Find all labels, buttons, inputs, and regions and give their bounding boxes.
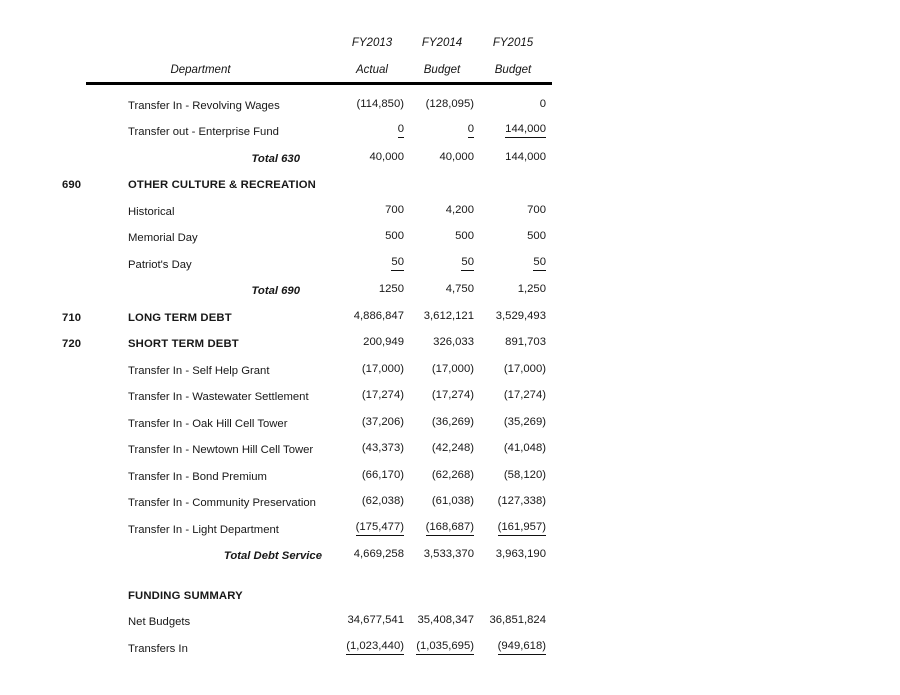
section-heading-label: FUNDING SUMMARY: [128, 589, 243, 602]
table-row: [52, 85, 552, 112]
cell-fy2014: [410, 85, 480, 112]
budget-table: [52, 22, 552, 655]
cell-fy2013: [340, 483, 410, 510]
cell-value: (62,038): [361, 495, 404, 508]
header-rule: [52, 76, 552, 85]
column-header-fy2014-year: FY2014: [421, 37, 463, 49]
header-code-spacer-2: [52, 49, 85, 76]
cell-value: 3,529,493: [495, 309, 546, 322]
cell-value: 50: [533, 257, 546, 271]
cell-fy2014: [410, 509, 480, 536]
cell-fy2015: [480, 536, 552, 563]
cell-fy2013: [340, 165, 410, 192]
column-header-fy2013-year: FY2013: [351, 37, 393, 49]
cell-value: 200,949: [363, 336, 404, 349]
table-row: [52, 403, 552, 430]
row-code: [52, 456, 85, 483]
cell-fy2015: [480, 602, 552, 629]
cell-value: 500: [385, 230, 404, 243]
cell-fy2013: [340, 602, 410, 629]
column-header-fy2014-basis: Budget: [423, 64, 461, 76]
cell-value: (128,095): [425, 97, 474, 110]
cell-fy2014: [410, 297, 480, 324]
cell-value: (161,957): [498, 522, 546, 536]
row-code: [52, 509, 85, 536]
table-row: [52, 350, 552, 377]
cell-fy2014: [410, 218, 480, 245]
cell-value: (1,035,695): [416, 641, 474, 655]
cell-value: 700: [527, 203, 546, 216]
cell-value: 40,000: [369, 150, 404, 163]
row-code: [52, 191, 85, 218]
row-code: [52, 536, 85, 563]
cell-value: (127,338): [497, 495, 546, 508]
cell-value: 0: [539, 97, 546, 110]
table-row: [52, 575, 552, 602]
cell-value: 326,033: [433, 336, 474, 349]
cell-value: (62,268): [431, 468, 474, 481]
row-label: Patriot's Day: [128, 258, 192, 271]
cell-value: (17,000): [361, 362, 404, 375]
cell-fy2014: [410, 191, 480, 218]
table-row: [52, 628, 552, 655]
row-code: 710: [62, 311, 82, 324]
cell-value: 40,000: [439, 150, 474, 163]
row-label: Transfer out - Enterprise Fund: [128, 126, 279, 138]
table-row: [52, 191, 552, 218]
section-heading-label: LONG TERM DEBT: [128, 311, 232, 324]
cell-fy2014: [410, 112, 480, 139]
row-code: 720: [62, 338, 82, 350]
cell-fy2013: [340, 430, 410, 457]
row-label: Transfer In - Community Preservation: [128, 497, 316, 509]
cell-fy2015: [480, 509, 552, 536]
cell-fy2015: [480, 191, 552, 218]
cell-fy2015: [480, 271, 552, 298]
cell-value: (36,269): [431, 415, 474, 428]
row-label: Historical: [128, 205, 175, 218]
cell-fy2015: [480, 628, 552, 655]
table-row: [52, 377, 552, 404]
row-label: Transfer In - Light Department: [128, 523, 279, 536]
row-code: [52, 85, 85, 112]
cell-fy2013: [340, 403, 410, 430]
cell-fy2013: [340, 244, 410, 271]
row-code: [52, 244, 85, 271]
cell-fy2013: [340, 191, 410, 218]
row-label: Transfer In - Oak Hill Cell Tower: [128, 417, 288, 430]
section-heading-label: OTHER CULTURE & RECREATION: [128, 179, 316, 191]
spacer-cell: [52, 562, 552, 575]
cell-fy2013: [340, 218, 410, 245]
cell-fy2014: [410, 430, 480, 457]
cell-value: 500: [527, 230, 546, 243]
table-row: [52, 324, 552, 351]
cell-value: 144,000: [505, 150, 546, 163]
cell-value: (17,274): [361, 389, 404, 402]
cell-fy2015: [480, 350, 552, 377]
table-row: [52, 112, 552, 139]
cell-value: 34,677,541: [347, 614, 404, 627]
cell-value: (114,850): [356, 97, 404, 110]
table-row: [52, 165, 552, 192]
header-department-spacer: [85, 22, 340, 49]
cell-fy2014: [410, 536, 480, 563]
cell-value: 50: [391, 257, 404, 271]
subtotal-label: Total Debt Service: [223, 550, 322, 562]
row-label: Transfers In: [128, 642, 188, 655]
cell-fy2015: [480, 324, 552, 351]
cell-value: 4,669,258: [353, 548, 404, 561]
cell-fy2015: [480, 456, 552, 483]
cell-fy2014: [410, 628, 480, 655]
cell-fy2013: [340, 575, 410, 602]
table-row: [52, 244, 552, 271]
table-row: [52, 138, 552, 165]
cell-fy2014: [410, 138, 480, 165]
cell-fy2013: [340, 85, 410, 112]
row-label: Transfer In - Self Help Grant: [128, 364, 270, 377]
cell-fy2014: [410, 244, 480, 271]
cell-fy2013: [340, 350, 410, 377]
cell-value: (43,373): [361, 442, 404, 455]
cell-fy2015: [480, 244, 552, 271]
table-row: [52, 483, 552, 510]
cell-fy2015: [480, 218, 552, 245]
table-row: [52, 509, 552, 536]
cell-fy2014: [410, 350, 480, 377]
row-code: [52, 138, 85, 165]
cell-fy2014: [410, 271, 480, 298]
cell-value: 0: [398, 124, 404, 138]
cell-value: (168,687): [426, 522, 474, 536]
cell-fy2013: [340, 324, 410, 351]
cell-fy2014: [410, 403, 480, 430]
row-code: [52, 602, 85, 629]
cell-fy2015: [480, 430, 552, 457]
cell-fy2015: [480, 165, 552, 192]
table-row: [52, 297, 552, 324]
cell-value: (42,248): [431, 442, 474, 455]
table-spacer-row: [52, 562, 552, 575]
cell-value: 1,250: [517, 283, 546, 296]
cell-value: (17,000): [431, 362, 474, 375]
table-row: [52, 456, 552, 483]
cell-fy2013: [340, 112, 410, 139]
cell-fy2015: [480, 483, 552, 510]
subtotal-label: Total 690: [251, 285, 300, 297]
row-label: Memorial Day: [128, 232, 198, 244]
cell-fy2014: [410, 377, 480, 404]
header-code-spacer: [52, 22, 85, 49]
cell-fy2013: [340, 271, 410, 298]
row-label: Net Budgets: [128, 616, 191, 628]
header-rule-cell: [52, 76, 552, 85]
cell-fy2015: [480, 85, 552, 112]
cell-value: 4,750: [445, 283, 474, 296]
row-code: [52, 403, 85, 430]
cell-value: 4,200: [445, 203, 474, 216]
cell-value: (17,274): [431, 389, 474, 402]
cell-value: (61,038): [431, 495, 474, 508]
cell-value: (1,023,440): [346, 641, 404, 655]
cell-fy2013: [340, 138, 410, 165]
section-heading-label: SHORT TERM DEBT: [128, 338, 239, 350]
row-code: [52, 483, 85, 510]
cell-fy2014: [410, 324, 480, 351]
cell-value: (949,618): [498, 641, 546, 655]
table-row: [52, 430, 552, 457]
row-code: [52, 430, 85, 457]
cell-fy2015: [480, 377, 552, 404]
cell-fy2015: [480, 112, 552, 139]
cell-fy2014: [410, 483, 480, 510]
row-code: [52, 377, 85, 404]
cell-fy2013: [340, 509, 410, 536]
table-body: [52, 85, 552, 655]
cell-value: (37,206): [361, 415, 404, 428]
cell-value: 3,533,370: [423, 548, 474, 561]
cell-fy2015: [480, 575, 552, 602]
cell-value: (35,269): [503, 415, 546, 428]
cell-value: 500: [455, 230, 474, 243]
cell-fy2013: [340, 456, 410, 483]
cell-fy2014: [410, 575, 480, 602]
subtotal-label: Total 630: [251, 152, 300, 165]
column-header-department: Department: [170, 64, 231, 76]
cell-fy2014: [410, 456, 480, 483]
cell-value: (41,048): [503, 442, 546, 455]
cell-value: (17,000): [503, 362, 546, 375]
cell-fy2013: [340, 628, 410, 655]
table-row: [52, 602, 552, 629]
table-row: [52, 536, 552, 563]
cell-value: (17,274): [503, 389, 546, 402]
cell-fy2015: [480, 138, 552, 165]
cell-value: (175,477): [356, 522, 404, 536]
cell-fy2014: [410, 165, 480, 192]
row-code: [52, 575, 85, 602]
column-header-fy2013-basis: Actual: [356, 64, 388, 76]
column-header-fy2015-basis: Budget: [494, 64, 532, 76]
cell-fy2014: [410, 602, 480, 629]
row-label: Transfer In - Wastewater Settlement: [128, 391, 309, 403]
row-code: [52, 271, 85, 298]
row-code: [52, 218, 85, 245]
row-code: [52, 350, 85, 377]
cell-fy2013: [340, 377, 410, 404]
cell-value: 50: [461, 257, 474, 271]
cell-value: 35,408,347: [417, 614, 474, 627]
cell-value: 891,703: [505, 336, 546, 349]
cell-fy2013: [340, 297, 410, 324]
cell-fy2013: [340, 536, 410, 563]
row-code: [52, 112, 85, 139]
row-label: Transfer In - Newtown Hill Cell Tower: [128, 444, 314, 456]
cell-value: 700: [385, 203, 404, 216]
column-header-fy2015-year: FY2015: [492, 37, 534, 49]
cell-value: 3,612,121: [423, 309, 474, 322]
table-header: [52, 22, 552, 85]
cell-value: 144,000: [505, 124, 546, 138]
table-row: [52, 271, 552, 298]
table-row: [52, 218, 552, 245]
cell-value: 0: [468, 124, 474, 138]
row-label: Transfer In - Bond Premium: [128, 470, 267, 483]
cell-value: 1250: [378, 283, 404, 296]
cell-value: 36,851,824: [489, 614, 546, 627]
cell-value: 4,886,847: [353, 309, 404, 322]
cell-value: (58,120): [503, 468, 546, 481]
row-code: [52, 628, 85, 655]
header-row-basis: [52, 49, 552, 76]
row-code: 690: [62, 179, 82, 191]
cell-fy2015: [480, 403, 552, 430]
cell-value: (66,170): [361, 468, 404, 481]
row-label: Transfer In - Revolving Wages: [128, 99, 280, 112]
cell-fy2015: [480, 297, 552, 324]
header-row-fiscal-year: [52, 22, 552, 49]
cell-value: 3,963,190: [495, 548, 546, 561]
